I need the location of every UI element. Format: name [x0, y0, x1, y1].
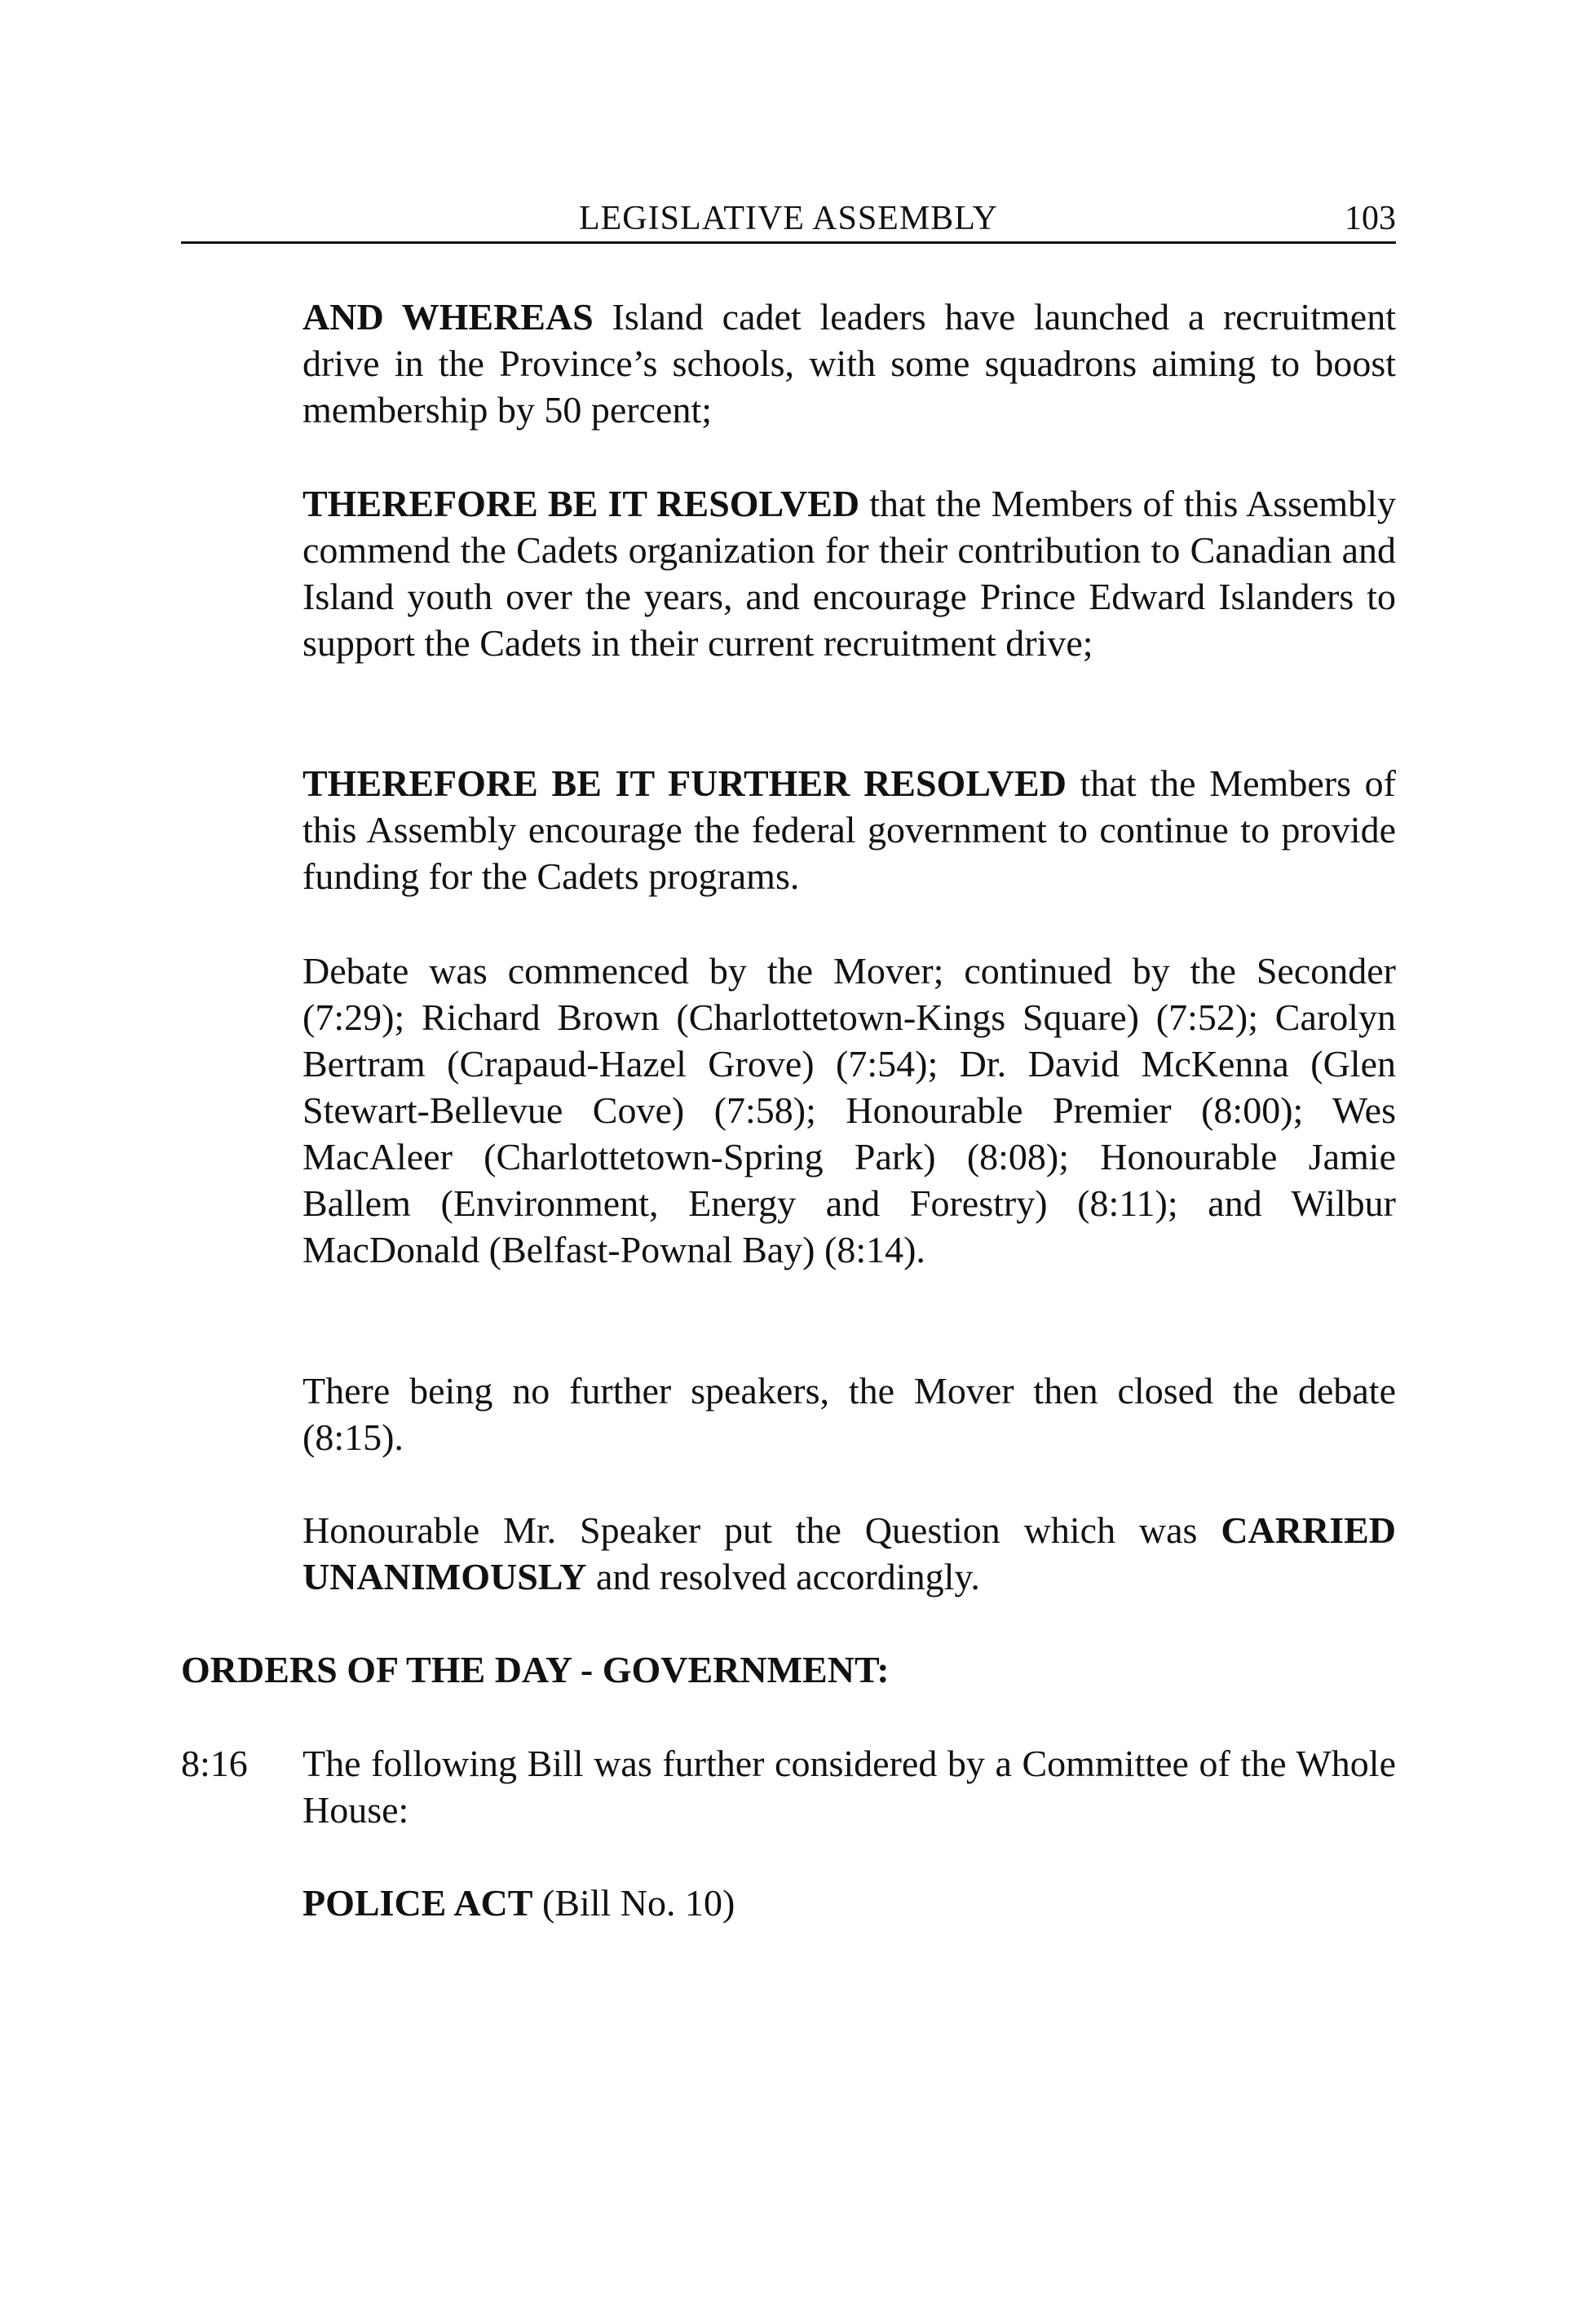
question-paragraph [303, 1507, 1396, 1600]
bill-number: (Bill No. 10) [532, 1882, 735, 1924]
orders-text: The following Bill was further considered by a Committee of the Whole House: [303, 1743, 1396, 1831]
further-resolved-paragraph [303, 760, 1396, 899]
further-resolved-lead: THEREFORE BE IT FURTHER RESOLVED [303, 762, 1067, 804]
further-resolved-text: that the Members of this Assembly encourage the federal government to continue to provide funding for the Cadets programs. [303, 762, 1396, 897]
question-before: Honourable Mr. Speaker put the Question which was [303, 1509, 1221, 1551]
whereas-paragraph [303, 294, 1396, 433]
resolved-paragraph [303, 480, 1396, 666]
resolved-text: that the Members of this Assembly commend the Cadets organization for their contribution to Canadian and Island youth over the years, and encourage Prince Edward Islanders to support the Cadets in their current recruitment drive; [303, 483, 1396, 664]
whereas-lead: AND WHEREAS [303, 296, 594, 338]
question-result: CARRIED UNANIMOUSLY [303, 1509, 1396, 1597]
bill-title: POLICE ACT [303, 1882, 533, 1924]
whereas-text: Island cadet leaders have launched a recruitment drive in the Province’s schools, with some squadrons aiming to boost membership by 50 percent; [303, 296, 1396, 431]
resolved-lead: THEREFORE BE IT RESOLVED [303, 483, 860, 524]
page-header [181, 196, 1396, 244]
bill-line [303, 1880, 1396, 1926]
orders-time: 8:16 [181, 1743, 248, 1784]
debate-paragraph: Debate was commenced by the Mover; continued by the Seconder (7:29); Richard Brown (Charlottetown-Kings Square) (7:52); Carolyn Bertram (Crapaud-Hazel Grove) (7:54); Dr. David McKenna (Glen Stewart-Bellevue Cove) (7:58); Honourable Premier (8:00); Wes MacAleer (Charlottetown-Spring Park) (8:08); Honourable Jamie Ballem (Environment, Energy and Forestry) (8:11); and Wilbur MacDonald (Belfast-Pownal Bay) (8:14). [303, 950, 1396, 1270]
question-after: and resolved accordingly. [586, 1556, 980, 1597]
header-title: LEGISLATIVE ASSEMBLY [579, 200, 998, 237]
closed-paragraph: There being no further speakers, the Mover then closed the debate (8:15). [303, 1370, 1396, 1458]
page-number: 103 [1345, 200, 1396, 237]
orders-heading: ORDERS OF THE DAY - GOVERNMENT: [181, 1649, 890, 1690]
